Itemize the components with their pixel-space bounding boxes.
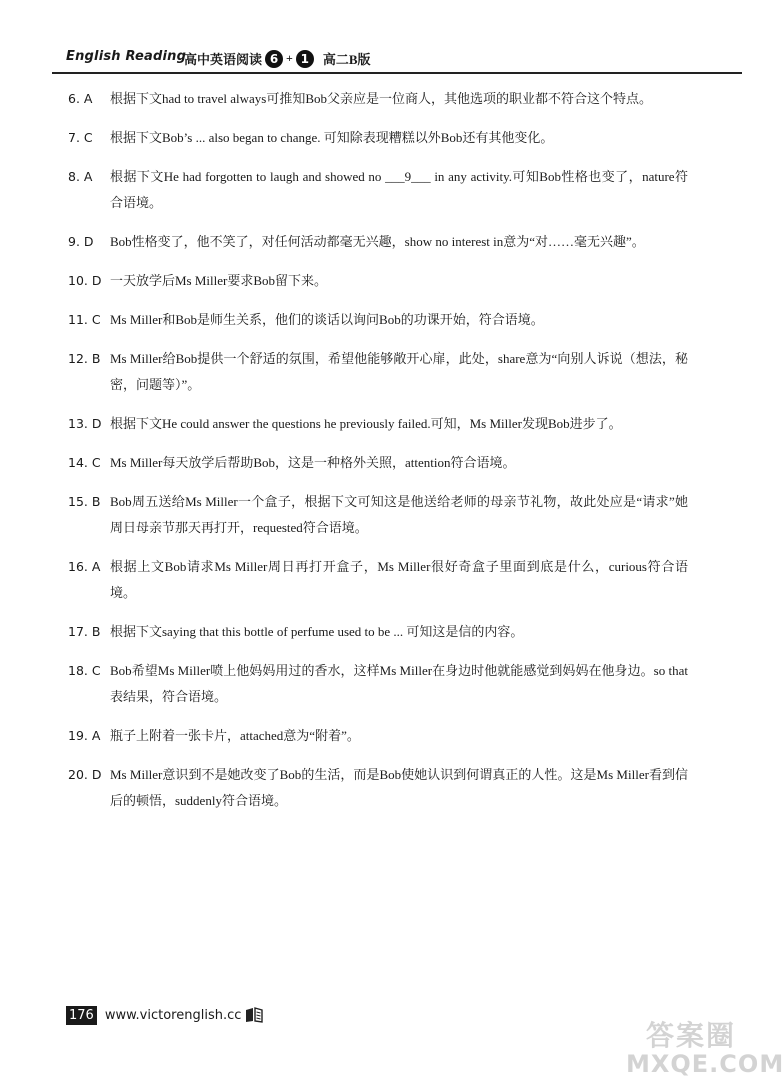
- answer-number: 17. B: [68, 624, 101, 639]
- answer-number: 9. D: [68, 234, 94, 249]
- website-url: www.victorenglish.cc: [104, 1007, 242, 1023]
- answer-number: 18. C: [68, 663, 101, 678]
- book-icon: [245, 1007, 263, 1023]
- answer-explanation: Bob希望Ms Miller喷上他妈妈用过的香水，这样Ms Miller在身边时他就能感觉到妈妈在他身边。so that表结果，符合语境。: [110, 663, 688, 704]
- answer-explanation: 根据下文He had forgotten to laugh and showed no ___9___ in any activity.可知Bob性格也变了，nature符合语境。: [110, 169, 688, 210]
- watermark-cn: 答案圈: [646, 1019, 737, 1052]
- answer-explanation: Ms Miller意识到不是她改变了Bob的生活，而是Bob使她认识到何谓真正的人性。这是Ms Miller看到信后的顿悟，suddenly符合语境。: [110, 767, 688, 808]
- answer-number: 16. A: [68, 559, 101, 574]
- answer-number: 6. A: [68, 91, 93, 106]
- answer-explanation: Ms Miller和Bob是师生关系，他们的谈话以询问Bob的功课开始，符合语境。: [110, 312, 544, 327]
- answer-number: 7. C: [68, 130, 93, 145]
- brand-title: English Reading: [66, 49, 187, 64]
- series-number-a: 6: [265, 50, 283, 68]
- page-footer: [66, 1005, 263, 1025]
- answer-item: [68, 450, 688, 476]
- answer-number: 14. C: [68, 455, 101, 470]
- answer-number: 15. B: [68, 494, 101, 509]
- series-label: 高中英语阅读: [184, 52, 263, 67]
- answer-explanation: 根据上文Bob请求Ms Miller周日再打开盒子，Ms Miller很好奇盒子里面到底是什么，curious符合语境。: [110, 559, 688, 600]
- series-plus: +: [286, 51, 293, 65]
- answer-explanation: 根据下文Bob’s ... also began to change. 可知除表现糟糕以外Bob还有其他变化。: [110, 130, 554, 145]
- answer-item: [68, 723, 688, 749]
- answer-item: [68, 268, 688, 294]
- header-rule: [52, 72, 742, 74]
- answer-explanation: 一天放学后Ms Miller要求Bob留下来。: [110, 273, 328, 288]
- watermark-en: MXQE.COM: [626, 1050, 784, 1078]
- answer-item: [68, 658, 688, 710]
- answer-number: 11. C: [68, 312, 101, 327]
- answer-item: [68, 411, 688, 437]
- answer-item: [68, 86, 688, 112]
- answer-item: [68, 307, 688, 333]
- answer-number: 13. D: [68, 416, 102, 431]
- answer-list: [68, 86, 688, 827]
- answer-explanation: 瓶子上附着一张卡片，attached意为“附着”。: [110, 728, 360, 743]
- answer-number: 10. D: [68, 273, 102, 288]
- grade-edition: 高二B版: [322, 52, 371, 67]
- answer-explanation: Bob性格变了，他不笑了，对任何活动都毫无兴趣，show no interest in意为“对……毫无兴趣”。: [110, 234, 645, 249]
- answer-explanation: Ms Miller每天放学后帮助Bob，这是一种格外关照，attention符合语境。: [110, 455, 516, 470]
- watermark: [626, 1014, 784, 1078]
- answer-item: [68, 125, 688, 151]
- answer-item: [68, 762, 688, 814]
- page-number: 176: [66, 1006, 97, 1025]
- answer-explanation: Bob周五送给Ms Miller一个盒子，根据下文可知这是他送给老师的母亲节礼物，故此处应是“请求”她周日母亲节那天再打开，requested符合语境。: [110, 494, 688, 535]
- answer-item: [68, 346, 688, 398]
- answer-explanation: Ms Miller给Bob提供一个舒适的氛围，希望他能够敞开心扉，此处，share意为“向别人诉说（想法，秘密，问题等）”。: [110, 351, 688, 392]
- answer-item: [68, 489, 688, 541]
- answer-number: 8. A: [68, 169, 93, 184]
- page-header: [52, 49, 742, 73]
- answer-item: [68, 229, 688, 255]
- answer-number: 19. A: [68, 728, 101, 743]
- series-title: [184, 49, 371, 68]
- answer-explanation: 根据下文He could answer the questions he previously failed.可知，Ms Miller发现Bob进步了。: [110, 416, 622, 431]
- answer-item: [68, 554, 688, 606]
- series-number-b: 1: [296, 50, 314, 68]
- answer-item: [68, 619, 688, 645]
- answer-explanation: 根据下文saying that this bottle of perfume used to be ... 可知这是信的内容。: [110, 624, 524, 639]
- answer-number: 20. D: [68, 767, 102, 782]
- answer-explanation: 根据下文had to travel always可推知Bob父亲应是一位商人，其他选项的职业都不符合这个特点。: [110, 91, 652, 106]
- answer-item: [68, 164, 688, 216]
- answer-number: 12. B: [68, 351, 101, 366]
